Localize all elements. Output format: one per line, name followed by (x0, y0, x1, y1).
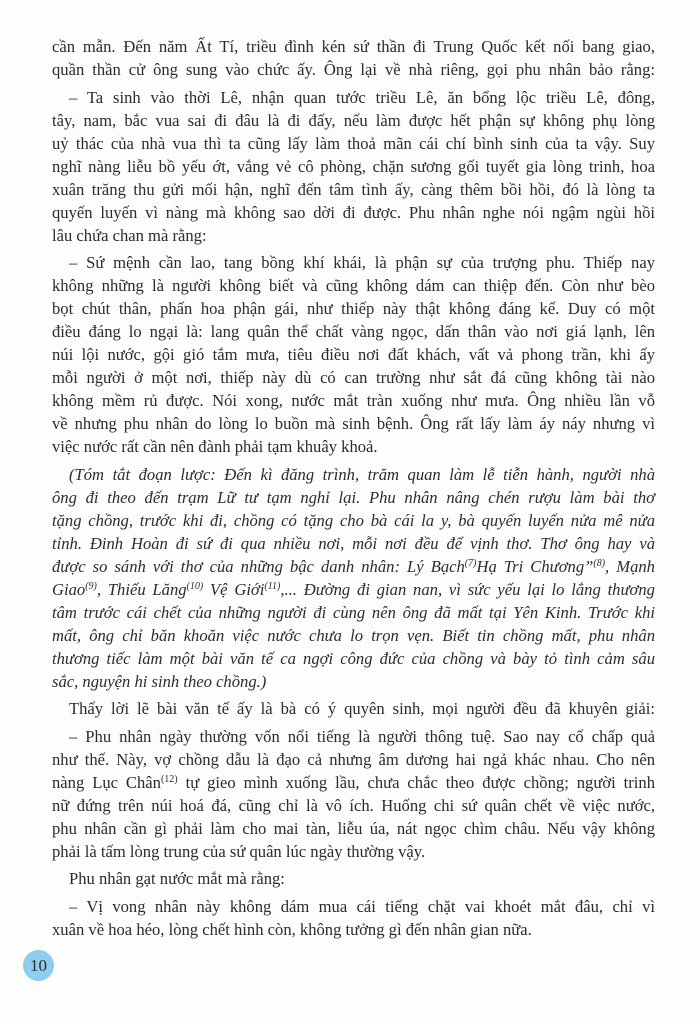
text-line (52, 366, 655, 389)
text-segment: lâu chứa chan mà rằng: (52, 225, 207, 245)
text-line (52, 463, 655, 486)
text-line (52, 86, 655, 109)
text-line (52, 532, 655, 555)
text-segment: Thấy lời lẽ bài văn tế ấy là bà có ý quyên sinh, mọi người đều đã khuyên giải: (69, 699, 655, 718)
text-line (52, 509, 655, 532)
text-line (52, 224, 655, 247)
text-segment: không những là người không biết và cũng không dám can thiệp đến. Còn như bèo (52, 276, 655, 295)
text-line (52, 435, 655, 458)
paragraph (52, 867, 655, 890)
text-segment: – Sứ mệnh cần lao, tang bồng khí khái, là phận sự của trượng phu. Thiếp nay (69, 253, 655, 272)
footnote-ref: (10) (186, 580, 204, 592)
text-segment: cần mẫn. Đến năm Ất Tí, triều đình kén sứ thần đi Trung Quốc kết nối bang giao, (52, 37, 655, 56)
text-segment: ,... Đường đi gian nan, vì sức yếu lại lo lắng thương (280, 579, 655, 599)
text-segment: xuân trăng thu gửi mối hận, nghĩ đến tâm tình ấy, càng thêm bồi hồi, đó là lòng ta (52, 179, 655, 199)
text-line (52, 624, 655, 647)
text-line (52, 697, 655, 720)
text-line (52, 274, 655, 297)
page-body-text (52, 35, 655, 941)
text-line (52, 647, 655, 670)
text-segment: tự gieo mình xuống lầu, chưa chắc theo được chồng; người trinh (177, 772, 655, 792)
paragraph (52, 725, 655, 863)
text-segment: điều đáng lo ngại là: lang quân thể chất vàng ngọc, dấn thân vào nơi giá lạnh, lên (52, 322, 655, 341)
text-segment: núi lội nước, gội gió tắm mưa, tiêu điều nơi đất khách, vất vả phong trần, khi ấy (52, 345, 655, 364)
text-line (52, 343, 655, 366)
text-line (52, 178, 655, 201)
paragraph (52, 697, 655, 720)
text-line (52, 132, 655, 155)
footnote-ref: (12) (160, 773, 178, 785)
text-segment: việc nước rất cần nên đành phải tạm khuây khoả. (52, 437, 378, 456)
text-segment: – Phu nhân ngày thường vốn nổi tiếng là người thông tuệ. Sao nay cố chấp quả (69, 726, 655, 746)
footnote-ref: (7) (464, 557, 477, 569)
text-segment: nàng Lục Chân (52, 772, 161, 792)
text-line (52, 109, 655, 132)
text-line (52, 794, 655, 817)
text-line (52, 58, 655, 81)
footnote-ref: (9) (85, 580, 97, 592)
text-line (52, 895, 655, 918)
text-line (52, 251, 655, 274)
text-segment: Vệ Giới (203, 579, 265, 599)
text-segment: xuân về hoa héo, lòng chết hình còn, không tưởng gì đến nhân gian nữa. (52, 919, 532, 939)
text-segment: Phu nhân gạt nước mắt mà rằng: (69, 869, 285, 888)
text-segment: không mềm rủ được. Nói xong, nước mắt tràn xuống như mưa. Ông nhiều lần vỗ (52, 391, 655, 410)
text-segment: quyến luyến vì nàng mà không sao dời đi được. Phu nhân nghe nói ngậm ngùi hồi (52, 202, 655, 222)
text-segment: tây, nam, bắc vua sai đi đâu là đi đấy, nếu làm được hết phận sự không phụ lòng (52, 110, 655, 130)
text-segment: thương tiếc làm một bài văn tế ca ngợi công đức của chồng và bày tỏ tình cảm sâu (52, 648, 655, 668)
text-segment: được so sánh với thơ của những bậc danh nhân: Lý Bạch (52, 556, 465, 576)
text-line (52, 670, 655, 693)
paragraph (52, 895, 655, 941)
text-segment: quần thần cử ông sung vào chức ấy. Ông lại về nhà riêng, gọi phu nhân bảo rằng: (52, 60, 655, 79)
text-segment: , Thiếu Lăng (96, 579, 187, 599)
text-segment: – Vị vong nhân này không dám mua cái tiếng chặt vai khoét mắt đâu, chỉ vì (69, 896, 655, 916)
text-line (52, 155, 655, 178)
text-line (52, 771, 655, 794)
text-segment: (Tóm tắt đoạn lược: Đến kì đăng trình, trăm quan làm lễ tiễn hành, người nhà (69, 464, 655, 484)
text-segment: , Mạnh (605, 556, 655, 576)
paragraph (52, 86, 655, 247)
text-segment: Giao (52, 579, 86, 599)
text-segment: ông đi theo đến trạm Lữ tư tạm nghỉ lại. Phu nhân nâng chén rượu làm bài thơ (52, 487, 655, 507)
text-line (52, 389, 655, 412)
footnote-ref: (11) (264, 580, 281, 592)
text-line (52, 320, 655, 343)
text-line (52, 867, 655, 890)
page-number-badge: 10 (23, 950, 54, 981)
text-segment: Hạ Tri Chương” (476, 556, 594, 576)
text-segment: nữ đứng trên núi hoá đá, cũng chỉ là vô ích. Huống chi sứ quân chết về việc nước, (52, 795, 655, 815)
text-line (52, 555, 655, 578)
text-line (52, 201, 655, 224)
text-line (52, 35, 655, 58)
text-segment: tặng chồng, trước khi đi, chồng có tặng cho bà cái la y, bà quyến luyến nửa mê nửa (52, 510, 655, 530)
summary-paragraph (52, 463, 655, 693)
text-segment: phu nhân cần gì phải làm cho mai tàn, liễu úa, nát ngọc chìm châu. Nếu vậy không (52, 818, 655, 838)
paragraph (52, 35, 655, 81)
text-line (52, 601, 655, 624)
text-line (52, 840, 655, 863)
text-segment: như thế. Này, vợ chồng dẫu là đạo cả nhưng âm dương hai ngả khác nhau. Cho nên (52, 749, 655, 769)
text-line (52, 748, 655, 771)
text-segment: bọt chút thân, phấn hoa phận gái, như thiếp này thật không đáng kể. Duy có một (52, 299, 655, 318)
text-segment: sắc, nguyện hi sinh theo chồng.) (52, 671, 267, 691)
text-segment: nghĩ nàng liễu bồ yếu ớt, vắng vẻ cô phòng, chặn sương gối tuyết gia lòng trinh, hoa (52, 156, 655, 176)
text-line (52, 918, 655, 941)
footnote-ref: (8) (593, 557, 606, 569)
text-segment: – Ta sinh vào thời Lê, nhận quan tước triều Lê, ăn bổng lộc triều Lê, đông, (69, 87, 655, 107)
text-segment: tâm trước cái chết của những người đi cùng nên ông đã mất tại Yên Kinh. Trước khi (52, 602, 655, 622)
text-segment: phải là tấm lòng trung của sứ quân lúc ngày thường vậy. (52, 841, 426, 861)
text-line (52, 412, 655, 435)
text-line (52, 725, 655, 748)
text-segment: tỉnh. Đinh Hoàn đi sứ đi qua nhiều nơi, mỗi nơi đều để vịnh thơ. Thơ ông hay và (52, 533, 655, 553)
text-segment: mỗi người ở một nơi, thiếp này dù có can trường như sắt đá cũng không tài nào (52, 368, 655, 387)
text-line (52, 817, 655, 840)
text-segment: về nhưng phu nhân do lòng lo buồn mà sinh bệnh. Ông rất lấy làm áy náy nhưng vì (52, 414, 655, 433)
text-segment: uỷ thác của nhà vua thì ta cũng lấy làm thoả mãn cái chí bình sinh của ta vậy. Suy (52, 133, 655, 153)
text-line (52, 578, 655, 601)
text-segment: mất, ông chỉ băn khoăn việc nước chưa lo trọn vẹn. Biết tin chồng mất, phu nhân (52, 625, 655, 645)
text-line (52, 297, 655, 320)
text-line (52, 486, 655, 509)
paragraph (52, 251, 655, 458)
